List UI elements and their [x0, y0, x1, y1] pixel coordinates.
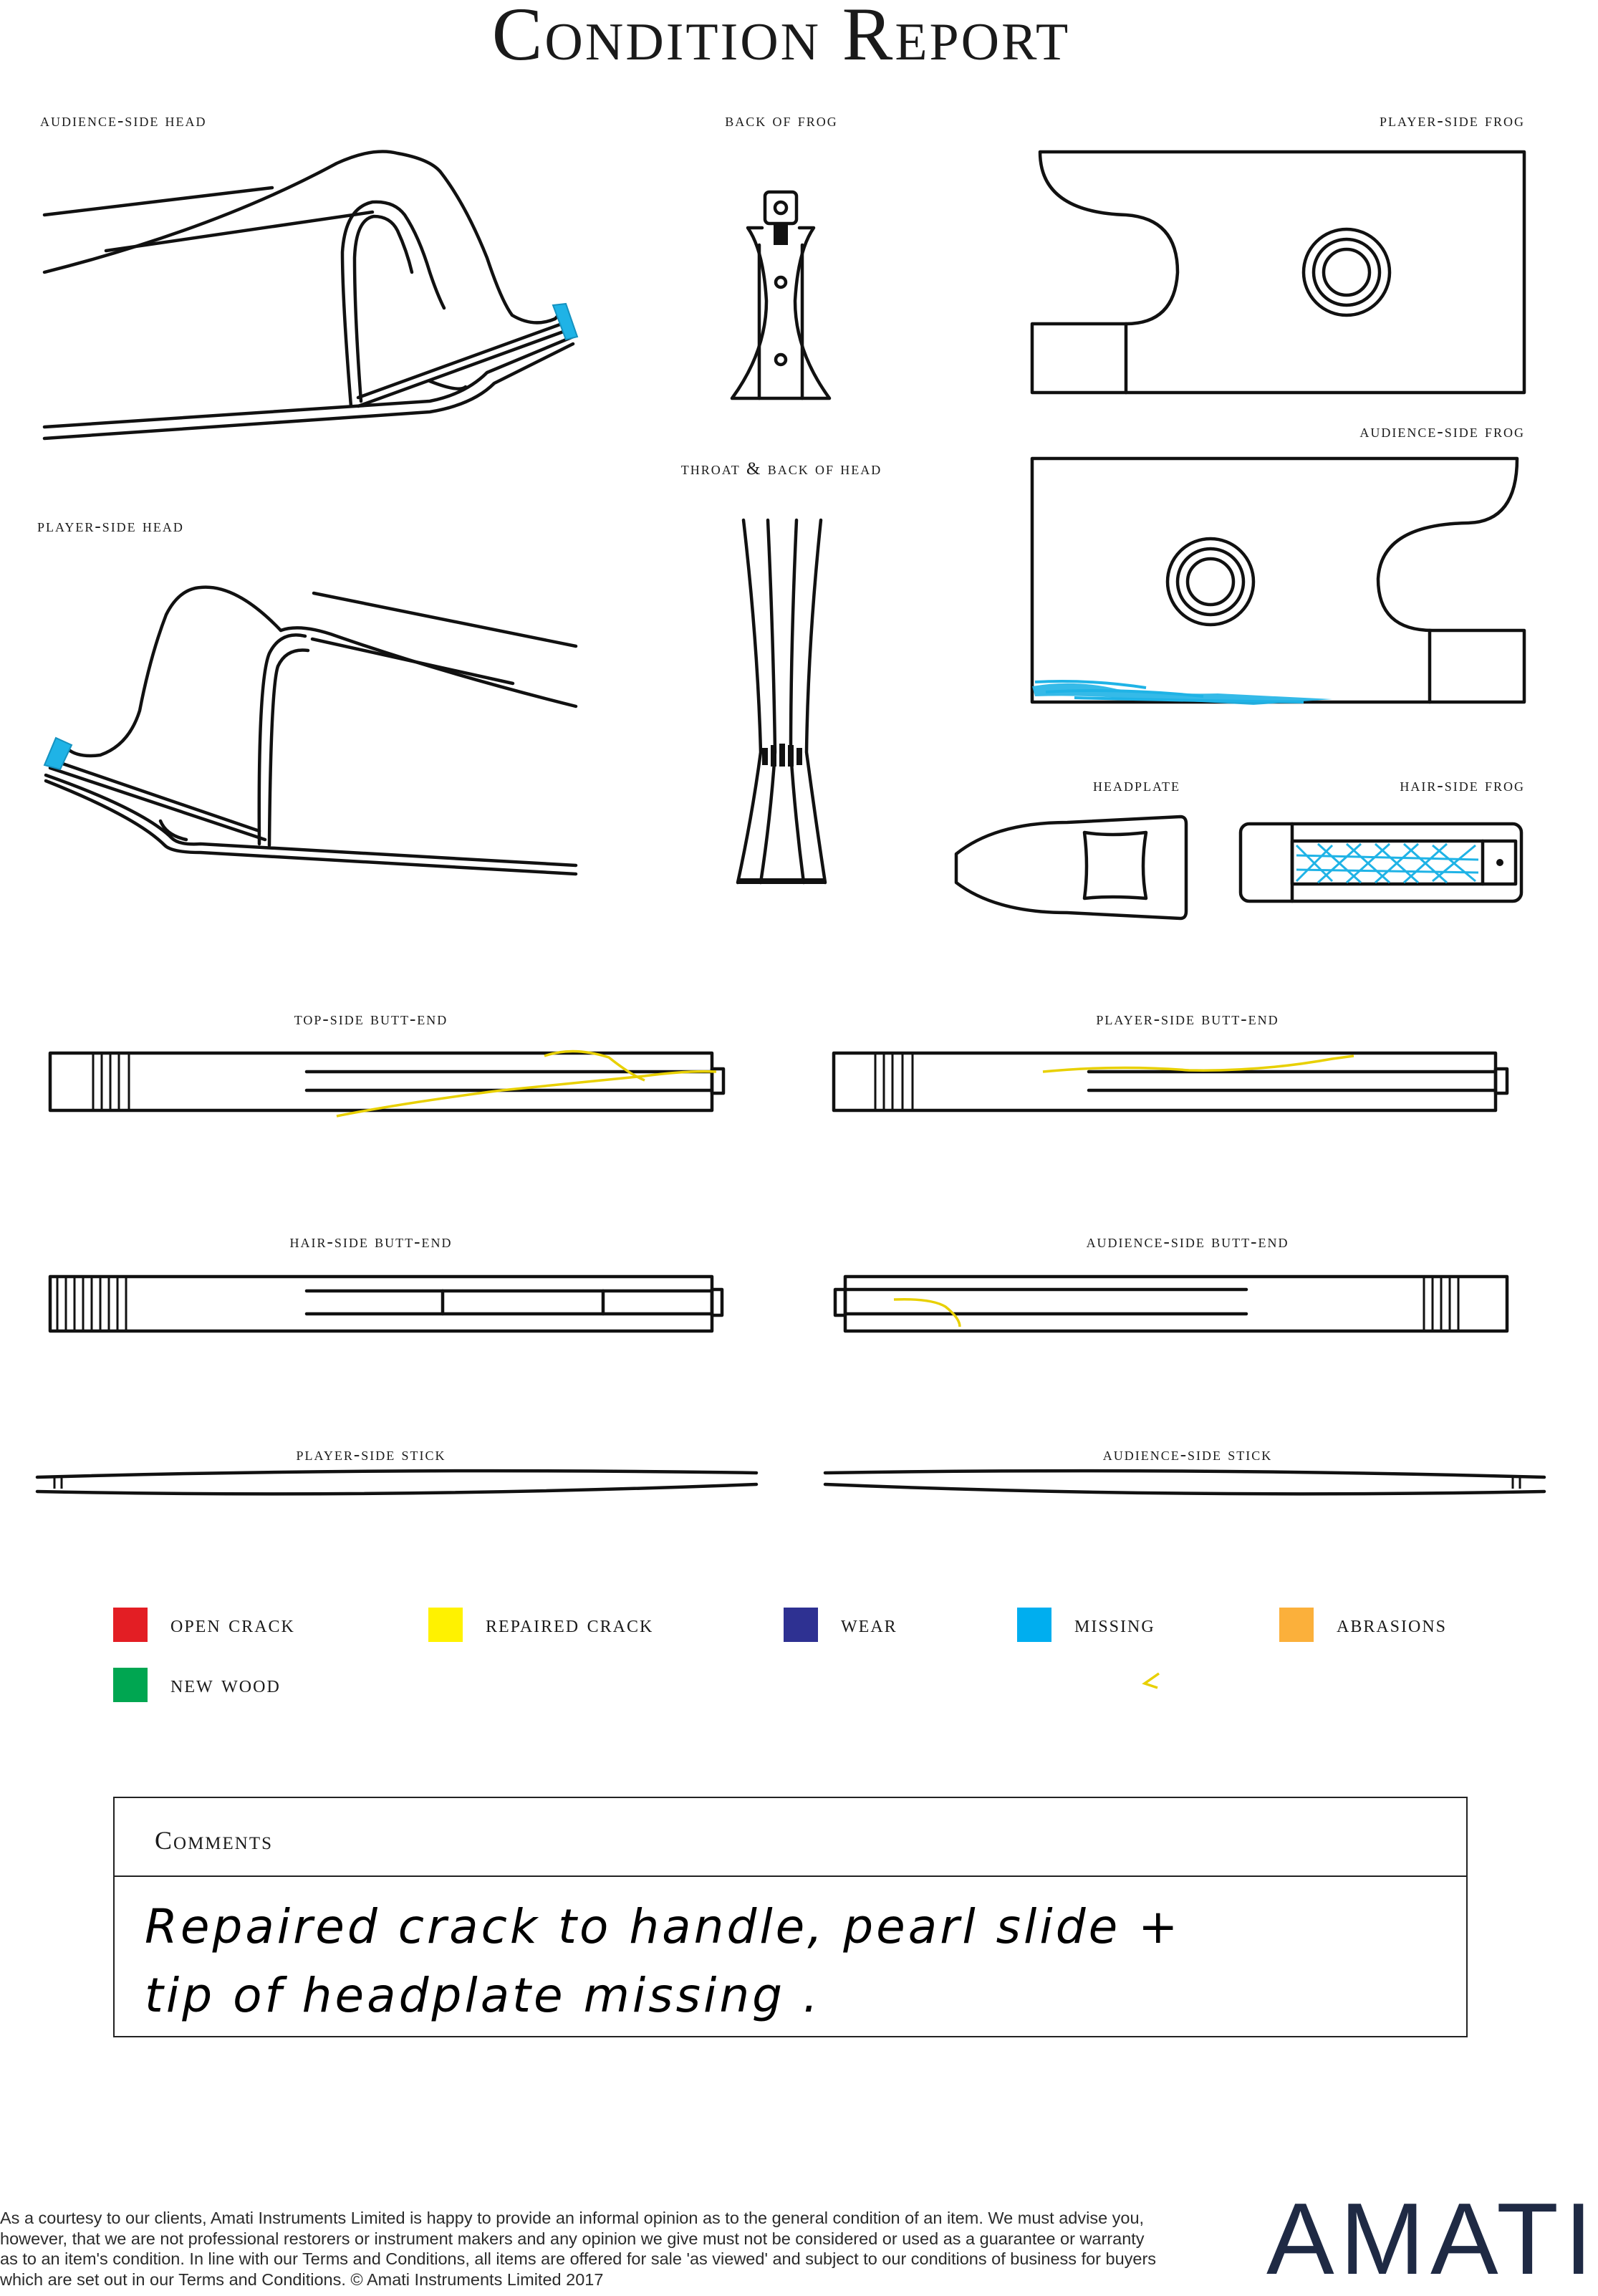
legend-swatch-abrasions: [1279, 1608, 1314, 1642]
comments-box: [113, 1797, 1468, 2037]
page-title: Condition Report: [491, 0, 1071, 76]
player-side-stick-drawing: [37, 1471, 756, 1494]
label-back-of-frog: back of frog: [725, 111, 838, 130]
back-of-frog-drawing: [732, 192, 829, 398]
legend-label-repaired-crack: repaired crack: [486, 1611, 654, 1638]
label-audience-side-head: audience-side head: [40, 111, 207, 130]
top-side-butt-end-drawing: [50, 1051, 723, 1116]
legend-label-open-crack: open crack: [170, 1611, 295, 1638]
label-top-side-butt-end: top-side butt-end: [294, 1009, 448, 1029]
comments-line-2: tip of headplate missing .: [145, 1968, 822, 2023]
label-hair-side-butt-end: hair-side butt-end: [289, 1232, 453, 1252]
player-side-frog-drawing: [1032, 152, 1524, 393]
label-player-side-butt-end: player-side butt-end: [1096, 1009, 1279, 1029]
legend-item-abrasions: [1279, 1608, 1447, 1642]
label-audience-side-stick: audience-side stick: [1102, 1445, 1273, 1464]
label-audience-side-butt-end: audience-side butt-end: [1086, 1232, 1289, 1252]
legend-item-repaired-crack: [428, 1608, 653, 1642]
legend-item-missing: [1017, 1608, 1155, 1642]
audience-side-frog-drawing: [1032, 458, 1524, 705]
stray-repaired-mark: [1145, 1673, 1159, 1688]
legend-swatch-open-crack: [113, 1608, 148, 1642]
legend-item-new-wood: [113, 1668, 281, 1702]
comments-heading: Comments: [115, 1798, 1466, 1877]
amati-logo: AMATI: [1266, 2182, 1598, 2296]
legend-item-wear: [784, 1608, 897, 1642]
legend-label-abrasions: abrasions: [1337, 1611, 1448, 1638]
player-side-butt-end-drawing: [834, 1053, 1507, 1110]
legend-swatch-missing: [1017, 1608, 1051, 1642]
label-headplate: headplate: [1093, 776, 1180, 795]
legend-swatch-repaired-crack: [428, 1608, 463, 1642]
label-player-side-head: player-side head: [37, 517, 184, 536]
legend-label-missing: missing: [1074, 1611, 1155, 1638]
legend-swatch-new-wood: [113, 1668, 148, 1702]
label-audience-side-frog: audience-side frog: [1359, 422, 1525, 441]
hair-side-frog-drawing: [1241, 824, 1521, 901]
label-player-side-frog: player-side frog: [1380, 111, 1525, 130]
headplate-drawing: [956, 817, 1186, 918]
label-throat-back-of-head: throat & back of head: [680, 459, 882, 479]
player-side-head-drawing: [44, 587, 576, 874]
disclaimer-text: As a courtesy to our clients, Amati Instruments Limited is happy to provide an informal opinion as to the general condition of an item. We must advise you, however, that we are not professional restorers or instrument makers and any opinion we give must not be considered or used as a guarantee or warranty as to an item's condition. In line with our Terms and Conditions, all items are offered for sale 'as viewed' and subject to our conditions of business for buyers which are set out in our Terms and Conditions. © Amati Instruments Limited 2017: [0, 2209, 1157, 2289]
comments-line-1: Repaired crack to handle, pearl slide +: [145, 1899, 1181, 1954]
legend-swatch-wear: [784, 1608, 818, 1642]
throat-back-of-head-drawing: [738, 520, 825, 884]
legend-label-wear: wear: [841, 1611, 897, 1638]
audience-side-head-drawing: [44, 151, 577, 438]
audience-side-stick-drawing: [825, 1471, 1544, 1494]
hair-side-butt-end-drawing: [50, 1277, 722, 1331]
comments-text: [115, 1877, 1466, 2030]
legend-label-new-wood: new wood: [170, 1671, 281, 1698]
label-hair-side-frog: hair-side frog: [1400, 776, 1525, 795]
legend-item-open-crack: [113, 1608, 295, 1642]
label-player-side-stick: player-side stick: [296, 1445, 446, 1464]
audience-side-butt-end-drawing: [835, 1277, 1507, 1331]
